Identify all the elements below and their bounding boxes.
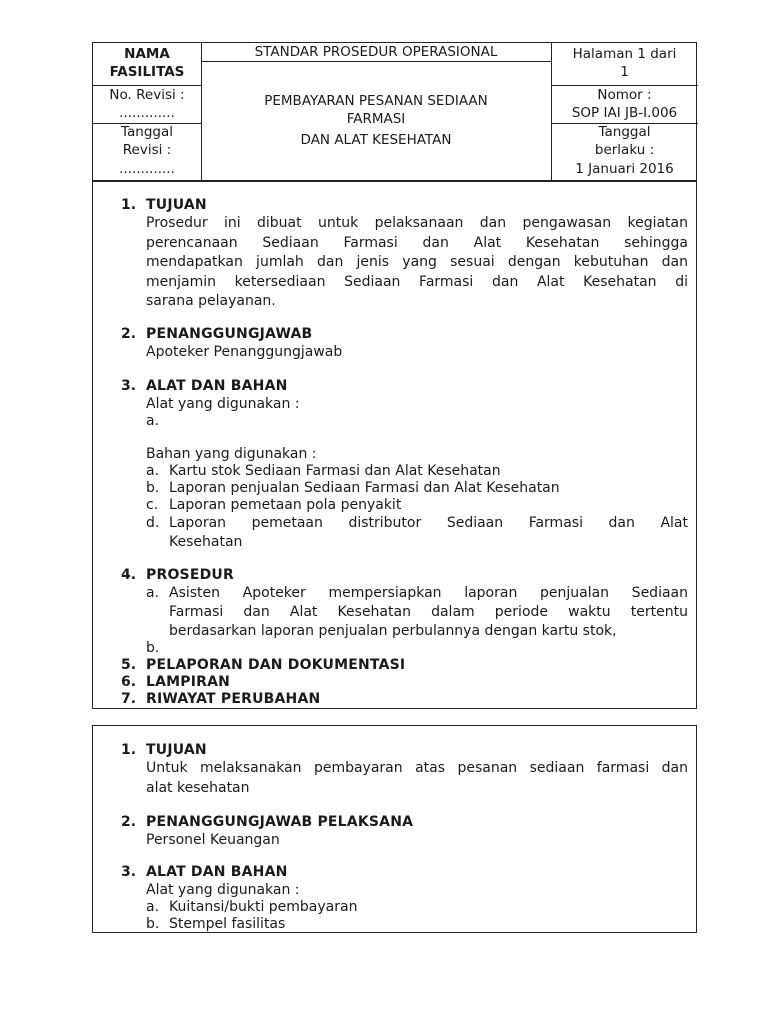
revision-value: ............. xyxy=(119,105,175,121)
body-line: Prosedur ini dibuat untuk pelaksanaan dan pengawasan kegiatan xyxy=(146,215,688,231)
section-number: 3. xyxy=(121,864,137,880)
facility-name-label: NAMA FASILITAS xyxy=(109,46,185,80)
doc-number-value: SOP IAI JB-I.006 xyxy=(571,105,678,121)
effective-date-value: 1 Januari 2016 xyxy=(575,161,674,177)
sop-body-content xyxy=(92,725,697,933)
body-line: Untuk melaksanakan pembayaran atas pesanan sediaan farmasi dan xyxy=(146,760,688,776)
list-letter: a. xyxy=(146,585,160,601)
revision-date-label: Tanggal Revisi : xyxy=(120,124,173,158)
body-line: sarana pelayanan. xyxy=(146,293,276,310)
revision-label: No. Revisi : xyxy=(109,87,185,103)
doc-type: STANDAR PROSEDUR OPERASIONAL xyxy=(254,44,498,60)
sop-body-template xyxy=(92,181,697,709)
section-title: PELAPORAN DAN DOKUMENTASI xyxy=(146,657,406,673)
list-text: berdasarkan laporan penjualan perbulannya dengan kartu stok, xyxy=(169,623,617,639)
list-text: Kartu stok Sediaan Farmasi dan Alat Kesehatan xyxy=(169,463,501,479)
list-letter: d. xyxy=(146,515,160,531)
list-letter: c. xyxy=(146,497,159,513)
section-body xyxy=(146,759,688,798)
section-title: TUJUAN xyxy=(146,742,207,758)
list-letter: b. xyxy=(146,480,160,496)
list-letter: a. xyxy=(146,413,160,429)
section-number: 5. xyxy=(121,657,137,673)
section-number: 1. xyxy=(121,742,137,758)
list-letter: a. xyxy=(146,899,160,915)
body-line: Personel Keuangan xyxy=(146,832,280,848)
list-text: Laporan pemetaan distributor Sediaan Farmasi dan Alat xyxy=(169,515,688,531)
doc-title-line-2: FARMASI xyxy=(346,111,406,127)
list-text: Stempel fasilitas xyxy=(169,916,286,932)
list-text: Asisten Apoteker mempersiapkan laporan penjualan Sediaan xyxy=(169,585,688,601)
effective-date-label: Tanggal berlaku : xyxy=(594,124,655,158)
section-title: ALAT DAN BAHAN xyxy=(146,378,288,394)
section-title: RIWAYAT PERUBAHAN xyxy=(146,691,321,707)
list-text: Laporan penjualan Sediaan Farmasi dan Alat Kesehatan xyxy=(169,480,560,496)
section-body xyxy=(146,214,688,312)
section-number: 6. xyxy=(121,674,137,690)
list-letter: b. xyxy=(146,916,160,932)
section-number: 2. xyxy=(121,814,137,830)
list-text: Farmasi dan Alat Kesehatan dalam periode waktu tertentu xyxy=(169,604,688,620)
page-number: Halaman 1 dari 1 xyxy=(572,46,677,80)
doc-title-line-1: PEMBAYARAN PESANAN SEDIAAN xyxy=(264,93,488,109)
body-line: alat kesehatan xyxy=(146,779,250,796)
body-line: mendapatkan jumlah dan jenis yang sesuai dengan kebutuhan dan xyxy=(146,254,688,271)
section-number: 4. xyxy=(121,567,137,583)
section-title: ALAT DAN BAHAN xyxy=(146,864,288,880)
body-line: Apoteker Penanggungjawab xyxy=(146,344,343,360)
sop-header-table xyxy=(92,42,697,181)
section-number: 1. xyxy=(121,197,137,213)
section-number: 3. xyxy=(121,378,137,394)
list-letter: b. xyxy=(146,640,160,656)
doc-title-line-3: DAN ALAT KESEHATAN xyxy=(300,132,452,148)
list-letter: a. xyxy=(146,463,160,479)
revision-date-value: ............. xyxy=(119,161,175,177)
section-number: 7. xyxy=(121,691,137,707)
body-line: perencanaan Sediaan Farmasi dan Alat Kesehatan sehingga xyxy=(146,234,688,251)
section-title: PROSEDUR xyxy=(146,567,234,583)
list-text: Kesehatan xyxy=(169,534,243,550)
body-line: menjamin ketersediaan Sediaan Farmasi dan Alat Kesehatan di xyxy=(146,273,688,290)
section-title: TUJUAN xyxy=(146,197,207,213)
tools-label: Alat yang digunakan : xyxy=(146,396,300,412)
section-title: PENANGGUNGJAWAB PELAKSANA xyxy=(146,814,414,830)
tools-label: Alat yang digunakan : xyxy=(146,882,300,898)
section-title: LAMPIRAN xyxy=(146,674,231,690)
list-text: Kuitansi/bukti pembayaran xyxy=(169,899,358,915)
materials-label: Bahan yang digunakan : xyxy=(146,446,317,462)
doc-number-label: Nomor : xyxy=(597,87,652,103)
section-title: PENANGGUNGJAWAB xyxy=(146,326,313,342)
list-text: Laporan pemetaan pola penyakit xyxy=(169,497,402,513)
section-number: 2. xyxy=(121,326,137,342)
header-rule xyxy=(201,61,551,62)
